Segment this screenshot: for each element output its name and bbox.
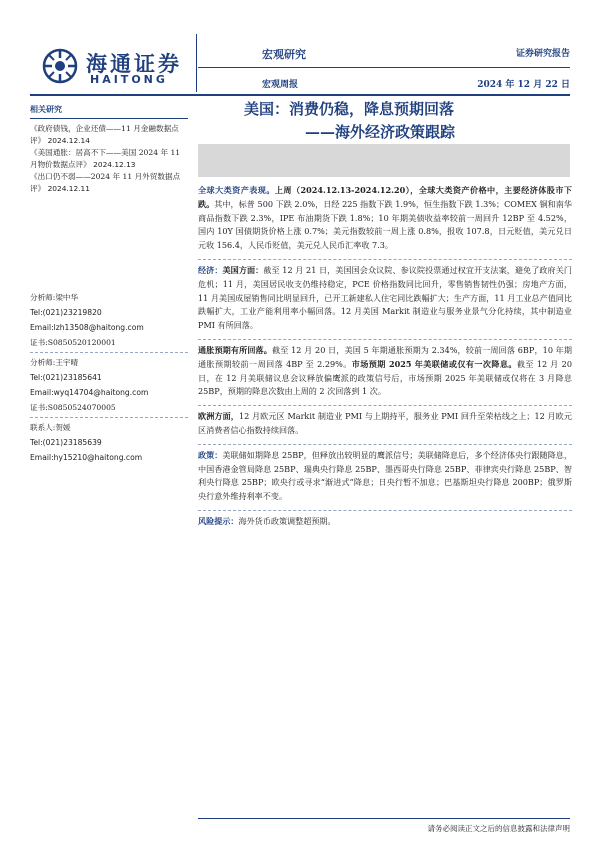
analyst-tel: Tel:(021)23185641 [30,373,102,382]
related-item-date: 2024.12.11 [47,183,90,193]
policy-paragraph [198,445,572,511]
haitong-logo-icon [42,48,78,84]
contact-name: 联系人:贺媛 [30,423,71,432]
related-item-text: 《出口仍不弱——2024 年 11 月外贸数据点评》 [30,172,181,193]
paragraph-text: 截至 12 月 20 日，美国 5 年期通胀预期为 2.34%，较前一周回落 6BP，10 年期通胀预期较前一周回落 4BP 至 2.29%。 [198,344,572,369]
paragraph-text: 美联储如期降息 25BP，但释放出较明显的鹰派信号；美联储降息后，多个经济体央行跟随降息，中国香港金管局降息 25BP、瑞典央行降息 25BP、墨西哥央行降息 25BP、菲律宾央行降息 25BP、智利央行降息 25BP；欧央行或寻求“渐进式”降息；日央行暂不加息；巴基斯坦央行降息 200BP；俄罗斯央行意外维持利率不变。 [198,449,572,502]
contact-email[interactable]: Email:hy15210@haitong.com [30,453,143,462]
analyst-name: 分析师:王宇晴 [30,358,79,367]
analyst-contacts [30,290,188,465]
paragraph-highlight: 美国方面： [222,264,264,275]
inflation-expectation-paragraph [198,340,572,406]
analyst-email[interactable]: Email:lzh13508@haitong.com [30,323,144,332]
paragraph-lead: 政策： [198,449,223,460]
risk-warning-paragraph [198,511,572,535]
paragraph-lead: 经济： [198,264,223,275]
paragraph-highlight: 通胀预期有所回落。 [198,344,272,355]
analyst-name: 分析师:梁中华 [30,293,79,302]
header-divider-vertical [196,34,197,92]
paragraph-text: 截至 12 月 21 日，美国国会众议院、参议院投票通过权宜开支法案，避免了政府关门危机；11 月，美国居民收支仍维持稳定，PCE 价格指数同比回升，零售销售韧性仍强；房地产方面，11 月美国成屋销售同比明显回升，已开工新建私人住宅同比跌幅扩大；生产方面，11 月工业总产值同比跌幅扩大，工业产能利用率小幅回落。12 月美国 Markit 制造业与服务业景气分化持续，其中制造业 PMI 有所回落。 [198,264,572,331]
analyst-separator [30,352,188,353]
paragraph-highlight: 上周（2024.12.13-2024.12.20），全球大类资产价格中，主要经济体股市下跌。 [198,185,572,209]
related-research [30,104,188,195]
title-banner [198,144,570,177]
header-divider-bottom [30,94,570,96]
paragraph-text: 其中，标普 500 下跌 2.0%，日经 225 指数下跌 1.9%，恒生指数下跌 1.3%；COMEX 铜和南华商品指数下跌 2.3%，IPE 布油期货下跌 1.8%；10 年期美债收益率较前一周回升 12BP 至 4.52%，国内 10Y 国债期货价格上涨 0.7%；美元指数较前一周上涨 0.8%，报收 107.8，日元贬值，美元兑日元收 156.4，人民币贬值，美元兑人民币汇率收 7.3。 [198,198,572,251]
footer-divider [198,818,570,819]
related-item-text: 《美国通胀：居高不下——美国 2024 年 11 月物价数据点评》 [30,148,181,169]
report-type: 证券研究报告 [515,49,570,59]
analyst-separator [30,417,188,418]
paragraph-lead: 风险提示： [198,515,239,526]
footer-disclaimer: 请务必阅读正文之后的信息披露和法律声明 [427,824,570,833]
related-item-text: 《政府债钱，企业还债——11 月金融数据点评》 [30,124,179,145]
related-item[interactable] [30,171,188,194]
paragraph-text: 12 月欧元区 Markit 制造业 PMI 与上期持平，服务业 PMI 回升至荣枯线之上；12 月欧元区消费者信心指数持续回落。 [198,411,572,435]
related-item-date: 2024.12.14 [47,135,90,145]
paragraph-highlight: 市场预期 2025 年美联储或仅有一次降息。 [351,358,517,369]
analyst-tel: Tel:(021)23219820 [30,308,102,317]
logo-chinese-name: 海通证券 [86,51,182,76]
report-subtitle: ——海外经济政策跟踪 [305,123,456,141]
related-item[interactable] [30,147,188,170]
analyst-cert: 证书:S0850524070005 [30,403,116,412]
asset-performance-paragraph [198,180,572,260]
us-economy-paragraph [198,260,572,340]
related-item-date: 2024.12.13 [93,159,136,169]
report-body [198,180,572,535]
related-research-title: 相关研究 [30,104,62,114]
paragraph-text: 海外货币政策调整超预期。 [238,515,336,526]
paragraph-highlight: 欧洲方面， [198,411,239,422]
analyst-email[interactable]: Email:wyq14704@haitong.com [30,388,149,397]
analyst-cert: 证书:S0850520120001 [30,338,116,347]
paragraph-lead: 全球大类资产表现。 [198,185,275,195]
report-header [0,0,595,100]
company-logo [42,46,197,90]
logo-english-name: HAITONG [90,73,168,86]
paragraph-text: 截至 12 月 20 日，在 12 月美联储议息会议释放偏鹰派的政策信号后，市场预期 2025 年美联储或仅将在 3 月降息 25BP，预期的降息次数由上周的 2 次回落到 1 次。 [198,358,572,397]
report-category: 宏观研究 [262,48,306,61]
related-divider [30,118,188,119]
report-subcategory: 宏观周报 [262,80,299,90]
related-item[interactable] [30,123,188,146]
report-title: 美国：消费仍稳，降息预期回落 [244,100,455,118]
contact-tel: Tel:(021)23185639 [30,438,102,447]
header-divider-middle [198,67,570,68]
europe-paragraph [198,406,572,445]
report-date: 2024 年 12 月 22 日 [477,80,570,90]
